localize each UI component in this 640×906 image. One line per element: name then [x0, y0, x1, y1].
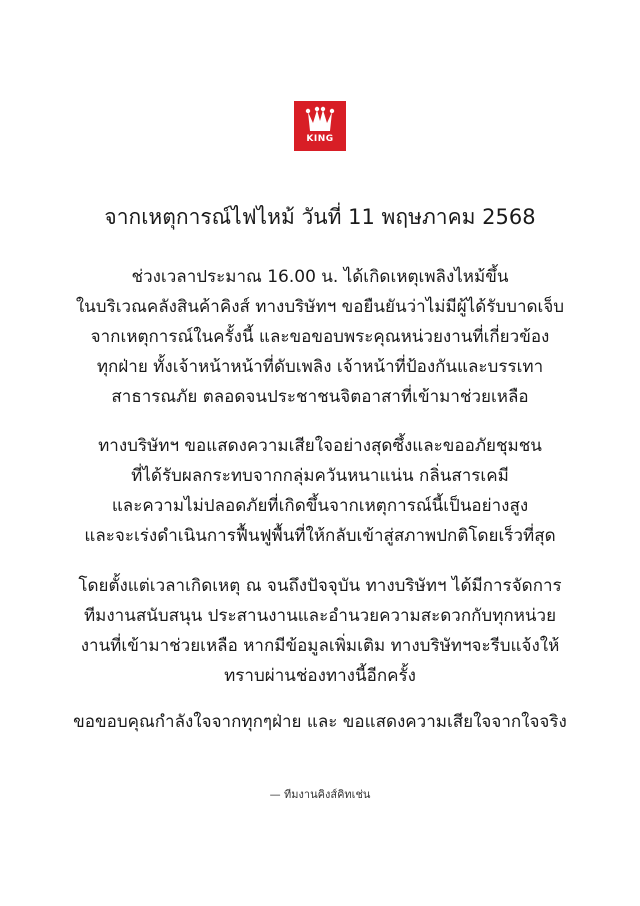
- signature: — ทีมงานคิงส์คิทเช่น: [269, 788, 371, 801]
- paragraph-line: สาธารณภัย ตลอดจนประชาชนจิตอาสาที่เข้ามาช่วยเหลือ: [111, 387, 529, 407]
- paragraph-line: ทราบผ่านช่องทางนี้อีกครั้ง: [224, 666, 416, 686]
- paragraph-line: ทุกฝ่าย ทั้งเจ้าหน้าหน้าที่ดับเพลิง เจ้าหน้าที่ป้องกันและบรรเทา: [96, 357, 544, 377]
- paragraph-3: [0, 571, 640, 691]
- paragraph-line: และความไม่ปลอดภัยที่เกิดขึ้นจากเหตุการณ์นี้เป็นอย่างสูง: [111, 496, 529, 516]
- paragraph-line: ที่ได้รับผลกระทบจากกลุ่มควันหนาแน่น กลิ่นสารเคมี: [131, 466, 509, 486]
- paragraph-line: ในบริเวณคลังสินค้าคิงส์ ทางบริษัทฯ ขอยืนยันว่าไม่มีผู้ได้รับบาดเจ็บ: [75, 297, 565, 317]
- paragraph-1: [0, 262, 640, 412]
- logo-wordmark: KING: [306, 134, 334, 144]
- brand-logo: [294, 101, 346, 151]
- paragraph-line: และจะเร่งดำเนินการฟื้นฟูพื้นที่ให้กลับเข้าสู่สภาพปกติโดยเร็วที่สุด: [84, 526, 556, 546]
- paragraph-line: ทีมงานสนับสนุน ประสานงานและอำนวยความสะดวกกับทุกหน่วย: [83, 606, 557, 626]
- paragraph-2: [0, 431, 640, 551]
- paragraph-line: ขอขอบคุณกำลังใจจากทุกๆฝ่าย และ ขอแสดงความเสียใจจากใจจริง: [73, 712, 567, 732]
- paragraph-line: งานที่เข้ามาช่วยเหลือ หากมีข้อมูลเพิ่มเติม ทางบริษัทฯจะรีบแจ้งให้: [80, 636, 560, 656]
- paragraph-line: จากเหตุการณ์ในครั้งนี้ และขอขอบพระคุณหน่วยงานที่เกี่ยวข้อง: [90, 327, 550, 347]
- paragraph-4: [0, 707, 640, 737]
- statement-title: จากเหตุการณ์ไฟไหม้ วันที่ 11 พฤษภาคม 2568: [104, 205, 536, 229]
- paragraph-line: ทางบริษัทฯ ขอแสดงความเสียใจอย่างสุดซึ้งและขออภัยชุมชน: [98, 436, 542, 456]
- paragraph-line: โดยตั้งแต่เวลาเกิดเหตุ ณ จนถึงปัจจุบัน ทางบริษัทฯ ได้มีการจัดการ: [78, 576, 562, 596]
- paragraph-line: ช่วงเวลาประมาณ 16.00 น. ได้เกิดเหตุเพลิงไหม้ขึ้น: [131, 267, 509, 287]
